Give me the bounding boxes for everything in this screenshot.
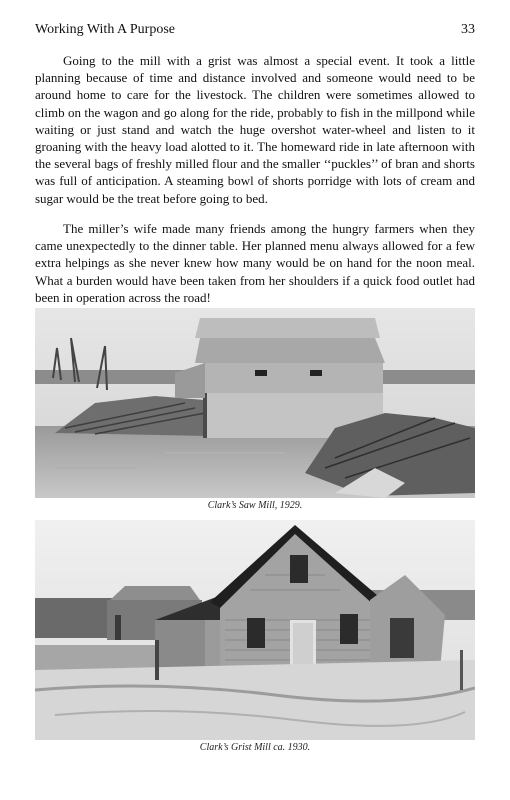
saw-mill-photo: [35, 308, 475, 498]
grist-mill-caption: Clark’s Grist Mill ca. 1930.: [199, 742, 311, 753]
paragraph-millers-wife: The miller’s wife made many friends among the hungry farmers when they came unexpectedly to the dinner table. Her planned menu always allowed for a few extra helpings as she never knew how many would be on hand for the noon meal. What a burden would have been taken from her shoulders if a quick food outlet had been in operation across the road!: [35, 221, 475, 305]
saw-mill-caption: Clark’s Saw Mill, 1929.: [207, 500, 303, 511]
chapter-title: Working With A Purpose: [35, 22, 175, 37]
running-header: [35, 22, 475, 40]
page-number: 33: [461, 22, 475, 37]
grist-mill-photo: [35, 520, 475, 740]
paragraph-mill-trip: Going to the mill with a grist was almost a special event. It took a little planning because of time and distance involved and someone would need to be around home to care for the livestock. The children were sometimes allowed to climb on the wagon and go along for the ride, probably to fish in the millpond while waiting or just stand and watch the huge overshot water-wheel and listen to it groaning with the heavy load alotted to it. The homeward ride in late afternoon with the several bags of freshly milled flour and the smaller ‘‘puckles’’ of bran and shorts was full of anticipation. A steaming bowl of shorts porridge with lots of cream and sugar would be the treat before going to bed.: [35, 53, 475, 206]
